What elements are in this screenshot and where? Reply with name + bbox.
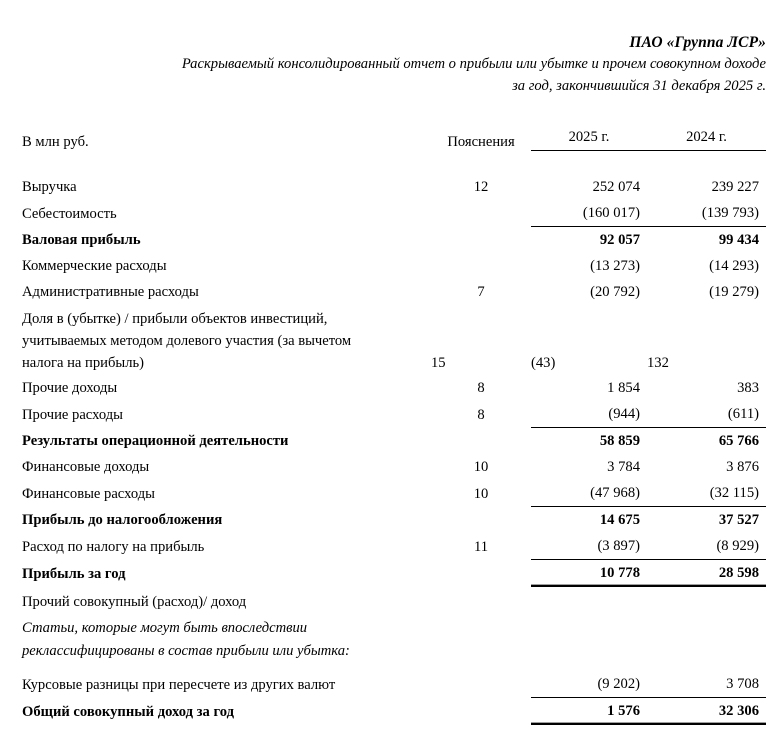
row-note [431,428,531,455]
row-note [431,200,531,227]
table-row [22,375,766,401]
row-value-2024: (14 293) [709,258,759,274]
table-row-grand-total [22,698,766,725]
row-label: Валовая прибыль [22,232,141,248]
row-note: 7 [477,284,485,300]
column-header-units: В млн руб. [22,133,89,150]
row-label: Прибыль за год [22,565,126,582]
table-row-equity-method [22,305,766,375]
company-name: ПАО «Группа ЛСР» [629,34,766,51]
income-statement-table [22,129,766,725]
row-value-2024: (611) [727,406,759,422]
table-row [22,200,766,227]
row-value-2025: (47 968) [590,485,640,501]
row-value-2025: 14 675 [531,507,647,534]
row-value-2025: 252 074 [592,179,640,195]
row-value-2025: (43) [531,355,556,371]
row-value-2024: (139 793) [701,205,759,221]
column-header-year-2025: 2025 г. [531,129,647,151]
column-header-year-2024: 2024 г. [647,129,766,151]
row-value-2025: 3 784 [607,459,640,475]
row-label: Курсовые разницы при пересчете из других валют [22,676,336,693]
row-label-line-2: учитываемых методом долевого участия (за вычетом [22,333,352,349]
title-block [22,0,766,97]
section-header-label: Прочий совокупный (расход)/ доход [22,594,247,610]
row-value-2025: (160 017) [582,205,640,221]
row-note [431,698,531,725]
row-label: Коммерческие расходы [22,258,167,274]
row-note [431,671,531,698]
row-value-2024: 37 527 [647,507,766,534]
table-row-subtotal [22,507,766,534]
row-note: 15 [431,355,446,371]
row-value-2025: (13 273) [590,258,640,274]
row-value-2025: 10 778 [531,560,647,587]
table-row [22,401,766,428]
row-note: 10 [473,485,489,502]
table-row-total [22,560,766,587]
row-label: Прибыль до налогообложения [22,512,223,528]
row-label: Выручка [22,179,77,195]
row-value-2024: 28 598 [647,560,766,587]
table-row [22,480,766,507]
row-value-2024: 3 708 [726,676,759,692]
row-label: Административные расходы [22,284,199,300]
row-value-2025: 1 576 [531,698,647,725]
row-value-2024: 383 [737,380,759,396]
row-value-2025: (944) [608,406,640,422]
row-note: 11 [473,538,489,555]
row-value-2024: 99 434 [647,227,766,254]
statement-title-line-1: Раскрываемый консолидированный отчет о прибыли или убытке и прочем совокупном доходе [181,56,766,72]
row-note: 10 [473,459,489,475]
row-value-2024: 65 766 [647,428,766,455]
row-label: Прочие расходы [22,406,123,423]
row-value-2024: 3 876 [726,459,759,475]
row-note: 8 [477,380,485,396]
row-label-line-3: налога на прибыль) [22,355,144,371]
row-value-2024: 132 [647,355,669,371]
oci-note-line-2 [22,640,766,663]
row-value-2025: 92 057 [531,227,647,254]
row-note: 12 [473,179,489,195]
row-label: Себестоимость [22,205,117,222]
row-value-2025: (3 897) [597,538,640,554]
table-row [22,253,766,279]
row-value-2025: (9 202) [597,676,640,692]
row-note [431,560,531,587]
oci-note-text: Статьи, которые могут быть впоследствии [22,620,308,636]
table-row [22,533,766,560]
row-value-2024: (19 279) [709,284,759,300]
column-header-notes: Пояснения [447,133,515,150]
row-note [431,253,531,279]
oci-note-text: реклассифицированы в состав прибыли или убытка: [22,643,350,659]
row-value-2024: 239 227 [711,179,759,195]
row-label-line-1: Доля в (убытке) / прибыли объектов инвестиций, [22,311,328,327]
oci-note-line-1 [22,617,766,640]
row-label [22,305,431,375]
table-row [22,454,766,480]
row-value-2024: (8 929) [716,538,759,554]
section-header-oci [22,587,766,618]
row-label: Финансовые расходы [22,485,155,502]
table-row-subtotal [22,227,766,254]
table-row [22,671,766,698]
header-spacer [22,151,766,175]
row-value-2025: 1 854 [607,380,640,396]
statement-title-line-2: за год, закончившийся 31 декабря 2025 г. [512,78,766,94]
row-value-2024: (32 115) [709,485,759,501]
row-value-2025: 58 859 [531,428,647,455]
row-label: Прочие доходы [22,380,118,396]
row-value-2025: (20 792) [590,284,640,300]
table-row [22,279,766,305]
row-label: Общий совокупный доход за год [22,703,234,720]
row-note [431,227,531,254]
table-header-row [22,129,766,151]
row-label: Расход по налогу на прибыль [22,538,205,555]
row-label: Финансовые доходы [22,459,150,475]
row-label: Результаты операционной деятельности [22,433,289,449]
row-gap [22,663,766,671]
row-note [431,507,531,534]
table-row [22,174,766,200]
row-value-2024: 32 306 [647,698,766,725]
table-row-subtotal [22,428,766,455]
row-note: 8 [477,406,485,423]
